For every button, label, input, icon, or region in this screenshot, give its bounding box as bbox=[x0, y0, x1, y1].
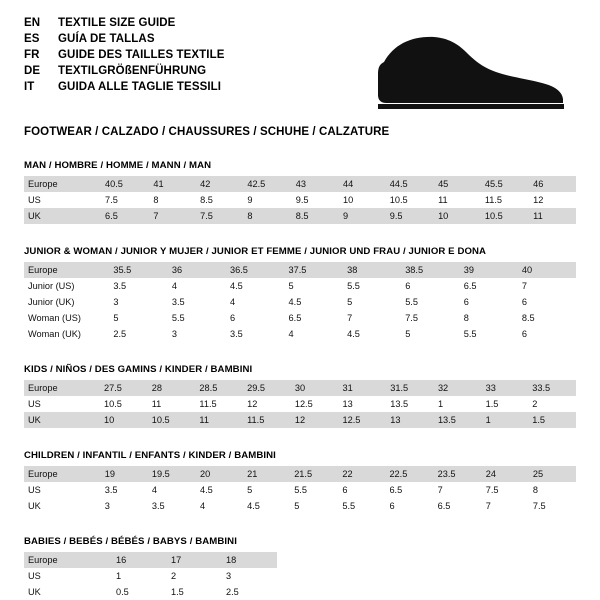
cell: 13.5 bbox=[386, 396, 434, 412]
cell: 6 bbox=[460, 294, 518, 310]
cell: 39 bbox=[460, 262, 518, 278]
row-label: Junior (UK) bbox=[24, 294, 109, 310]
cell: 28.5 bbox=[195, 380, 243, 396]
cell: 6.5 bbox=[385, 482, 433, 498]
cell: 29.5 bbox=[243, 380, 291, 396]
table-row bbox=[24, 396, 576, 412]
language-code: EN bbox=[24, 17, 41, 29]
cell: 36.5 bbox=[226, 262, 285, 278]
cell: 4 bbox=[285, 326, 344, 342]
group-title: MAN / HOMBRE / HOMME / MANN / MAN bbox=[24, 160, 212, 171]
cell: 30 bbox=[291, 380, 339, 396]
cell: 19.5 bbox=[148, 466, 196, 482]
group-man bbox=[24, 160, 576, 224]
cell: 5.5 bbox=[460, 326, 518, 342]
group-title: JUNIOR & WOMAN / JUNIOR Y MUJER / JUNIOR ET FEMME / JUNIOR UND FRAU / JUNIOR E DONA bbox=[24, 246, 487, 257]
cell: 40 bbox=[518, 262, 576, 278]
cell: 3 bbox=[101, 498, 148, 514]
cell: 7 bbox=[343, 310, 401, 326]
cell: 21 bbox=[243, 466, 290, 482]
group-title: KIDS / NIÑOS / DES GAMINS / KINDER / BAMBINI bbox=[24, 364, 253, 375]
table-row bbox=[24, 552, 277, 568]
cell: 6 bbox=[385, 498, 433, 514]
cell: 7.5 bbox=[529, 498, 576, 514]
cell: 19 bbox=[101, 466, 148, 482]
cell: 42 bbox=[196, 176, 243, 192]
cell: 6.5 bbox=[101, 208, 149, 224]
cell: 12.5 bbox=[339, 412, 387, 428]
cell: 33.5 bbox=[528, 380, 576, 396]
cell: 5 bbox=[343, 294, 401, 310]
cell: 5.5 bbox=[343, 278, 401, 294]
cell: 25 bbox=[529, 466, 576, 482]
cell: 10 bbox=[339, 192, 386, 208]
cell: 8.5 bbox=[292, 208, 339, 224]
cell: 43 bbox=[292, 176, 339, 192]
row-label: Europe bbox=[24, 176, 101, 192]
size-table-kids bbox=[24, 380, 576, 428]
group-children bbox=[24, 450, 576, 514]
language-row bbox=[24, 80, 225, 95]
table-row bbox=[24, 262, 576, 278]
cell: 45 bbox=[434, 176, 481, 192]
cell: 5.5 bbox=[401, 294, 460, 310]
table-row bbox=[24, 568, 277, 584]
row-label: Europe bbox=[24, 262, 109, 278]
cell: 5.5 bbox=[290, 482, 338, 498]
cell: 38 bbox=[343, 262, 401, 278]
cell: 3.5 bbox=[109, 278, 168, 294]
language-row bbox=[24, 32, 225, 47]
table-row bbox=[24, 466, 576, 482]
table-row bbox=[24, 310, 576, 326]
cell: 1.5 bbox=[528, 412, 576, 428]
cell: 5.5 bbox=[338, 498, 385, 514]
cell: 4.5 bbox=[343, 326, 401, 342]
cell: 46 bbox=[529, 176, 576, 192]
cell: 8 bbox=[149, 192, 196, 208]
cell: 4.5 bbox=[285, 294, 344, 310]
table-row bbox=[24, 294, 576, 310]
cell: 3.5 bbox=[226, 326, 285, 342]
group-junior-woman bbox=[24, 246, 576, 342]
cell: 3 bbox=[168, 326, 226, 342]
cell: 44.5 bbox=[386, 176, 434, 192]
cell: 0.5 bbox=[112, 584, 167, 600]
cell: 12 bbox=[529, 192, 576, 208]
page-title: FOOTWEAR / CALZADO / CHAUSSURES / SCHUHE / CALZATURE bbox=[24, 126, 390, 138]
cell: 10 bbox=[100, 412, 148, 428]
cell: 33 bbox=[482, 380, 529, 396]
cell: 4 bbox=[148, 482, 196, 498]
table-row bbox=[24, 192, 576, 208]
cell: 10.5 bbox=[386, 192, 434, 208]
cell: 5 bbox=[401, 326, 460, 342]
cell: 7.5 bbox=[101, 192, 149, 208]
table-row bbox=[24, 584, 277, 600]
cell: 9 bbox=[339, 208, 386, 224]
cell: 32 bbox=[434, 380, 482, 396]
cell: 37.5 bbox=[285, 262, 344, 278]
cell: 6 bbox=[226, 310, 285, 326]
cell: 6 bbox=[518, 326, 576, 342]
cell: 4.5 bbox=[226, 278, 285, 294]
cell: 5.5 bbox=[168, 310, 226, 326]
cell: 4 bbox=[226, 294, 285, 310]
cell: 16 bbox=[112, 552, 167, 568]
cell: 10 bbox=[434, 208, 481, 224]
cell: 22.5 bbox=[385, 466, 433, 482]
language-title: TEXTILE SIZE GUIDE bbox=[58, 17, 176, 29]
language-code: ES bbox=[24, 33, 40, 45]
cell: 20 bbox=[196, 466, 243, 482]
cell: 41 bbox=[149, 176, 196, 192]
cell: 45.5 bbox=[481, 176, 529, 192]
page-header bbox=[24, 16, 576, 112]
cell: 7 bbox=[434, 482, 482, 498]
cell: 17 bbox=[167, 552, 222, 568]
cell: 1 bbox=[112, 568, 167, 584]
table-row bbox=[24, 208, 576, 224]
table-row bbox=[24, 176, 576, 192]
cell: 1 bbox=[434, 396, 482, 412]
cell: 6.5 bbox=[434, 498, 482, 514]
cell: 8 bbox=[460, 310, 518, 326]
cell: 11 bbox=[195, 412, 243, 428]
cell: 42.5 bbox=[243, 176, 291, 192]
group-kids bbox=[24, 364, 576, 428]
cell: 6.5 bbox=[285, 310, 344, 326]
table-row bbox=[24, 278, 576, 294]
size-table-man bbox=[24, 176, 576, 224]
row-label: Woman (UK) bbox=[24, 326, 109, 342]
cell: 11 bbox=[529, 208, 576, 224]
cell: 5 bbox=[243, 482, 290, 498]
group-title: BABIES / BEBÉS / BÉBÉS / BABYS / BAMBINI bbox=[24, 536, 237, 547]
cell: 7 bbox=[482, 498, 529, 514]
cell: 28 bbox=[148, 380, 196, 396]
row-label: UK bbox=[24, 208, 101, 224]
cell: 5 bbox=[290, 498, 338, 514]
language-row bbox=[24, 48, 225, 63]
cell: 12.5 bbox=[291, 396, 339, 412]
cell: 9.5 bbox=[386, 208, 434, 224]
cell: 9 bbox=[243, 192, 291, 208]
table-row bbox=[24, 326, 576, 342]
cell: 22 bbox=[338, 466, 385, 482]
cell: 9.5 bbox=[292, 192, 339, 208]
cell: 31 bbox=[339, 380, 387, 396]
row-label: Europe bbox=[24, 466, 101, 482]
cell: 4.5 bbox=[196, 482, 243, 498]
cell: 44 bbox=[339, 176, 386, 192]
group-babies bbox=[24, 536, 576, 600]
row-label: Europe bbox=[24, 552, 112, 568]
language-code: FR bbox=[24, 49, 40, 61]
cell: 1 bbox=[482, 412, 529, 428]
table-row bbox=[24, 498, 576, 514]
cell: 11.5 bbox=[243, 412, 291, 428]
row-label: US bbox=[24, 482, 101, 498]
row-label: US bbox=[24, 192, 101, 208]
cell: 40.5 bbox=[101, 176, 149, 192]
table-row bbox=[24, 412, 576, 428]
cell: 38.5 bbox=[401, 262, 460, 278]
cell: 3.5 bbox=[168, 294, 226, 310]
cell: 2 bbox=[528, 396, 576, 412]
row-label: US bbox=[24, 568, 112, 584]
cell: 3.5 bbox=[101, 482, 148, 498]
language-title: TEXTILGRÖßENFÜHRUNG bbox=[58, 65, 207, 77]
cell: 23.5 bbox=[434, 466, 482, 482]
cell: 3 bbox=[222, 568, 277, 584]
cell: 13 bbox=[386, 412, 434, 428]
cell: 6 bbox=[518, 294, 576, 310]
size-table-junior-woman bbox=[24, 262, 576, 342]
size-table-babies bbox=[24, 552, 277, 600]
row-label: Junior (US) bbox=[24, 278, 109, 294]
cell: 7 bbox=[518, 278, 576, 294]
cell: 6 bbox=[401, 278, 460, 294]
cell: 7.5 bbox=[482, 482, 529, 498]
language-code: IT bbox=[24, 81, 35, 93]
cell: 6 bbox=[338, 482, 385, 498]
cell: 31.5 bbox=[386, 380, 434, 396]
cell: 1.5 bbox=[482, 396, 529, 412]
cell: 27.5 bbox=[100, 380, 148, 396]
cell: 11.5 bbox=[481, 192, 529, 208]
cell: 2 bbox=[167, 568, 222, 584]
language-title-list bbox=[24, 16, 225, 95]
cell: 8 bbox=[243, 208, 291, 224]
size-table-children bbox=[24, 466, 576, 514]
cell: 11.5 bbox=[195, 396, 243, 412]
cell: 8 bbox=[529, 482, 576, 498]
dress-shoe-icon bbox=[376, 34, 566, 112]
cell: 10.5 bbox=[148, 412, 196, 428]
cell: 10.5 bbox=[100, 396, 148, 412]
cell: 35.5 bbox=[109, 262, 168, 278]
language-title: GUÍA DE TALLAS bbox=[58, 33, 155, 45]
row-label: Woman (US) bbox=[24, 310, 109, 326]
cell: 24 bbox=[482, 466, 529, 482]
language-title: GUIDA ALLE TAGLIE TESSILI bbox=[58, 81, 222, 93]
row-label: UK bbox=[24, 498, 101, 514]
cell: 13.5 bbox=[434, 412, 482, 428]
row-label: UK bbox=[24, 584, 112, 600]
cell: 6.5 bbox=[460, 278, 518, 294]
cell: 10.5 bbox=[481, 208, 529, 224]
language-code: DE bbox=[24, 65, 41, 77]
cell: 5 bbox=[109, 310, 168, 326]
row-label: UK bbox=[24, 412, 100, 428]
cell: 2.5 bbox=[222, 584, 277, 600]
cell: 4 bbox=[168, 278, 226, 294]
group-title: CHILDREN / INFANTIL / ENFANTS / KINDER / BAMBINI bbox=[24, 450, 276, 461]
cell: 2.5 bbox=[109, 326, 168, 342]
cell: 12 bbox=[291, 412, 339, 428]
cell: 4.5 bbox=[243, 498, 290, 514]
cell: 5 bbox=[285, 278, 344, 294]
cell: 7.5 bbox=[196, 208, 243, 224]
cell: 4 bbox=[196, 498, 243, 514]
cell: 7.5 bbox=[401, 310, 460, 326]
cell: 36 bbox=[168, 262, 226, 278]
language-row bbox=[24, 64, 225, 79]
table-row bbox=[24, 482, 576, 498]
cell: 11 bbox=[434, 192, 481, 208]
cell: 12 bbox=[243, 396, 291, 412]
table-row bbox=[24, 380, 576, 396]
cell: 8.5 bbox=[196, 192, 243, 208]
cell: 8.5 bbox=[518, 310, 576, 326]
row-label: Europe bbox=[24, 380, 100, 396]
cell: 7 bbox=[149, 208, 196, 224]
cell: 1.5 bbox=[167, 584, 222, 600]
cell: 21.5 bbox=[290, 466, 338, 482]
language-title: GUIDE DES TAILLES TEXTILE bbox=[58, 49, 225, 61]
cell: 18 bbox=[222, 552, 277, 568]
cell: 13 bbox=[339, 396, 387, 412]
row-label: US bbox=[24, 396, 100, 412]
cell: 11 bbox=[148, 396, 196, 412]
language-row bbox=[24, 16, 225, 31]
cell: 3.5 bbox=[148, 498, 196, 514]
cell: 3 bbox=[109, 294, 168, 310]
